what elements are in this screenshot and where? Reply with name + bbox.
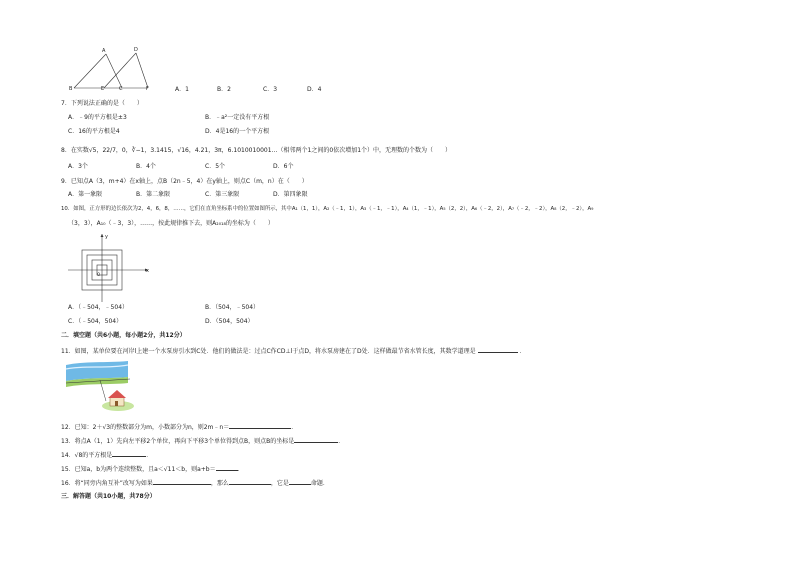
q14-answer-blank[interactable]: [112, 450, 146, 457]
q14-end: ．: [146, 452, 153, 459]
q16-end: 命题．: [310, 480, 329, 487]
q15-answer-blank[interactable]: [216, 464, 238, 471]
q11-period: ．: [519, 348, 526, 355]
q6-label-e: E: [101, 86, 105, 92]
q16-then: ，那么: [210, 480, 229, 487]
q11-river-house-figure: [66, 361, 146, 413]
q11-text: 11．如图，某单位要在河岸l上建一个水泵房引水到C处．他们的做法是：过点C作CD⊥l于点D，将水泵房建在了D处．这样做最节省水管长度，其数学道理是: [61, 348, 476, 355]
q7-option-d: D．4是16的一个平方根: [205, 128, 270, 135]
q14-stem: [61, 450, 152, 460]
q10-origin-label: O: [97, 272, 101, 277]
q10-nested-squares-figure: [66, 232, 156, 304]
q6-option-d: D．4: [307, 86, 322, 93]
q10-option-a: A．（﹣504，﹣504）: [68, 304, 129, 311]
q12-text: 12．已知：2＋√3的整数部分为m，小数部分为n，则2m﹣n＝: [61, 424, 230, 431]
q9-option-c: C．第三象限: [205, 191, 240, 198]
q10-option-b: B．（504，﹣504）: [205, 304, 260, 311]
q9-option-a: A．第一象限: [68, 191, 103, 198]
q6-triangles-figure: [68, 47, 158, 92]
q7-option-b: B．﹣a²一定没有平方根: [205, 114, 270, 121]
q8-option-c: C．5个: [205, 163, 226, 170]
q13-end: ．: [338, 438, 345, 445]
q6-option-b: B．2: [217, 86, 231, 93]
q10-y-axis-label: y: [105, 234, 108, 240]
q6-label-f: F: [146, 86, 149, 92]
q8-option-a: A．3个: [68, 163, 88, 170]
q12-end: ．: [291, 424, 298, 431]
q8-option-d: D．6个: [273, 163, 294, 170]
q13-answer-blank[interactable]: [294, 436, 338, 443]
q15-text: 15．已知a，b为两个连续整数，且a＜√11＜b，则a+b＝: [61, 466, 216, 473]
q6-label-a: A: [102, 48, 106, 54]
q11-stem: [61, 346, 526, 356]
q8-stem: 8．在实数√5，22/7，0，∛−1，3.1415，√16，4.21，3π，6.1010010001…（相邻两个1之间的0依次增加1个）中，无理数的个数为（ ）: [61, 147, 452, 154]
q10-stem-line2: （3，3），A₁₀（﹣3，3），……，按此规律推下去，则A₂₀₁₈的坐标为（ ）: [68, 220, 274, 227]
q16-condition-blank[interactable]: [153, 478, 211, 485]
q9-option-b: B．第二象限: [136, 191, 171, 198]
q16-truth-blank[interactable]: [289, 478, 311, 485]
q16-conclusion-blank[interactable]: [229, 478, 271, 485]
q10-option-c: C．（﹣504，504）: [68, 318, 123, 325]
q9-option-d: D．第四象限: [273, 191, 308, 198]
q12-stem: [61, 422, 297, 432]
q9-stem: 9．已知点A（3，m+4）在x轴上，点B（2n﹣5，4）在y轴上，则点C（m，n）在（ ）: [61, 178, 308, 185]
q14-text: 14．√8的平方根是: [61, 452, 113, 459]
section-2-heading: 二．填空题（共6小题，每小题2分，共12分）: [61, 332, 186, 339]
q7-option-a: A．﹣9的平方根是±3: [68, 114, 127, 121]
q13-stem: [61, 436, 344, 446]
q15-end: ．: [237, 466, 244, 473]
q12-answer-blank[interactable]: [229, 422, 291, 429]
q11-answer-blank[interactable]: [478, 346, 518, 353]
q6-label-c: C: [119, 86, 123, 92]
q7-option-c: C．16的平方根是4: [68, 128, 120, 135]
q6-label-d: D: [134, 47, 138, 53]
q13-text: 13．将点A（1，1）先向左平移2个单位，再向下平移3个单位得到点B，则点B的坐标是: [61, 438, 295, 445]
section-3-heading: 三．解答题（共10小题，共78分）: [61, 493, 156, 500]
q6-label-b: B: [69, 86, 73, 92]
q8-option-b: B．4个: [136, 163, 156, 170]
q10-option-d: D．（504，504）: [205, 318, 254, 325]
q10-x-axis-label: x: [146, 268, 149, 274]
q16-it-is: ，它是: [270, 480, 289, 487]
q10-stem-line1: 10．如图，正方形的边长依次为2，4，6，8，……，它们在直角坐标系中的位置如图所示，其中A₁（1，1），A₂（﹣1，1），A₃（﹣1，﹣1），A₄（1，﹣1），A₅（2，2），A₆（﹣2，2），A₇（﹣2，﹣2），A₈（2，﹣2），A₉: [61, 206, 594, 212]
q15-stem: [61, 464, 244, 474]
q16-text: 16．将“同旁内角互补”改写为如果: [61, 480, 153, 487]
q6-option-c: C．3: [263, 86, 278, 93]
q16-stem: [61, 478, 329, 488]
q6-option-a: A．1: [175, 86, 189, 93]
q7-stem: 7．下列说法正确的是（ ）: [61, 100, 143, 107]
